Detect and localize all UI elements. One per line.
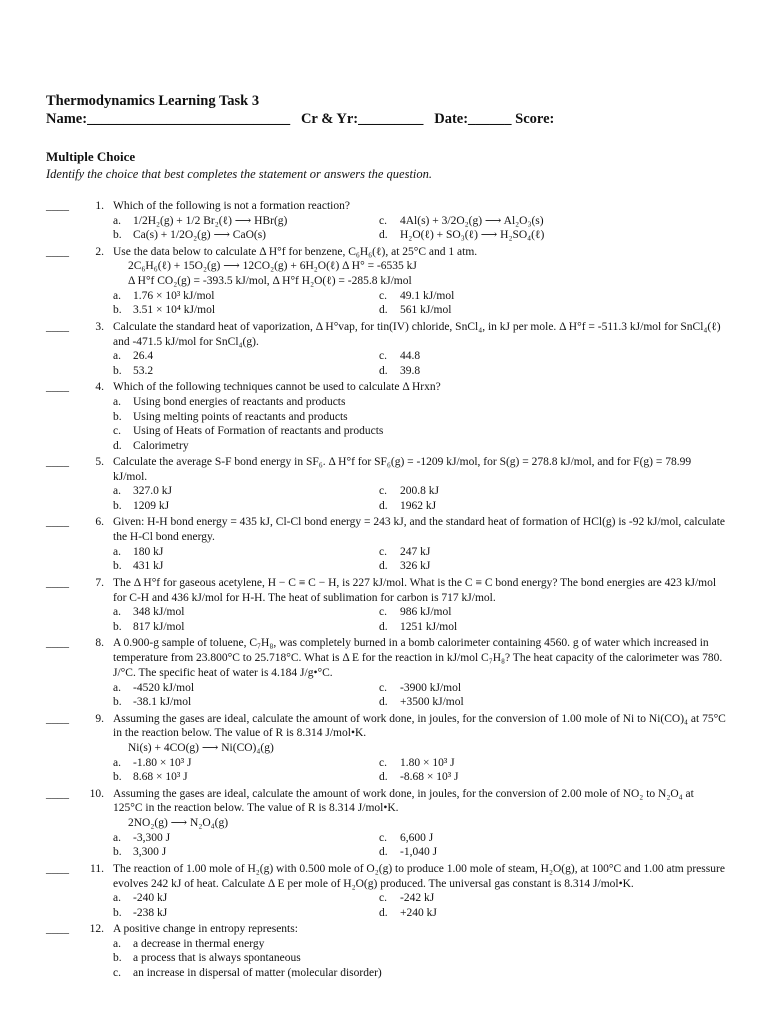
question-stem: Which of the following techniques cannot be used to calculate Δ Hrxn? xyxy=(113,381,441,394)
question-4 xyxy=(0,380,768,453)
answer-options xyxy=(113,937,768,981)
option-text: -8.68 × 10³ J xyxy=(400,771,459,784)
question-11 xyxy=(0,862,768,920)
option-letter: a. xyxy=(113,289,121,302)
question-number: 6. xyxy=(95,516,104,529)
question-6 xyxy=(0,515,768,573)
answer-blank: ____ xyxy=(46,200,69,212)
option-row xyxy=(113,770,768,785)
option-letter: c. xyxy=(379,681,387,694)
option-row xyxy=(113,395,768,410)
option-row xyxy=(113,891,768,906)
question-number: 8. xyxy=(95,637,104,650)
option-letter: d. xyxy=(379,906,388,919)
answer-blank: ____ xyxy=(46,862,69,875)
option-letter: c. xyxy=(379,892,387,905)
question-equation: Δ H°f CO₂(g) = -393.5 kJ/mol, Δ H°f H₂O(ℓ) = -285.8 kJ/mol xyxy=(128,275,412,288)
option-text: 180 kJ xyxy=(133,545,164,558)
question-number: 5. xyxy=(95,456,104,469)
option-text: 4Al(s) + 3/2O₂(g) ⟶ Al₂O₃(s) xyxy=(400,214,544,227)
option-letter: c. xyxy=(113,425,121,438)
option-row xyxy=(113,289,768,304)
question-number: 2. xyxy=(95,245,104,258)
question-list xyxy=(0,199,768,982)
question-stem: A 0.900-g sample of toluene, C₇H₈, was completely burned in a bomb calorimeter containing 4560. g of water which increased in temperature from 23.800°C to 25.718°C. What is Δ E for the reaction in kJ/mol C₇H₈? The heat capacity of the calorimeter was 780. J/°C. The specific heat of water is 4.184 J/g•°C. xyxy=(113,637,723,679)
option-row xyxy=(113,228,768,243)
option-row xyxy=(113,845,768,860)
option-letter: b. xyxy=(113,906,122,919)
question-7 xyxy=(0,576,768,634)
question-stem: Which of the following is not a formation reaction? xyxy=(113,200,350,212)
option-letter: d. xyxy=(379,771,388,784)
option-letter: d. xyxy=(113,439,122,452)
answer-options xyxy=(113,349,768,378)
option-text: 44.8 xyxy=(400,350,421,363)
question-number: 7. xyxy=(95,576,104,589)
option-letter: a. xyxy=(113,892,121,905)
option-row xyxy=(113,410,768,425)
student-info-line: Name:____________________________ Cr & Yr:_________ Date:______ Score: xyxy=(46,111,555,127)
answer-blank: ____ xyxy=(46,456,69,469)
option-text: +240 kJ xyxy=(400,906,437,919)
option-text: a decrease in thermal energy xyxy=(133,937,265,950)
answer-blank: ____ xyxy=(46,787,69,800)
question-number: 9. xyxy=(95,712,104,725)
option-row xyxy=(113,484,768,499)
option-text: 1251 kJ/mol xyxy=(400,620,458,633)
answer-options xyxy=(113,681,768,710)
answer-blank: ____ xyxy=(46,245,69,258)
option-text: -238 kJ xyxy=(133,906,168,919)
option-text: a process that is always spontaneous xyxy=(133,952,301,965)
answer-options xyxy=(113,831,768,860)
answer-options xyxy=(113,214,768,243)
option-text: -1.80 × 10³ J xyxy=(133,756,192,769)
question-stem: The reaction of 1.00 mole of H₂(g) with 0.500 mole of O₂(g) to produce 1.00 mole of steam, H₂O(g), at 100°C and 1.00 atm pressure evolves 242 kJ of heat. Calculate Δ E per mole of H₂O(g) produced. The universal gas constant is 8.314 J/mol•K. xyxy=(113,862,725,890)
option-text: 561 kJ/mol xyxy=(400,304,452,317)
question-number: 3. xyxy=(95,320,104,333)
option-letter: b. xyxy=(113,771,122,784)
option-letter: c. xyxy=(379,214,387,227)
option-text: -3,300 J xyxy=(133,831,171,844)
option-letter: a. xyxy=(113,831,121,844)
option-text: 200.8 kJ xyxy=(400,485,439,498)
option-letter: b. xyxy=(113,696,122,708)
option-text: 327.0 kJ xyxy=(133,485,172,498)
option-letter: b. xyxy=(113,952,122,965)
question-stem: Given: H-H bond energy = 435 kJ, Cl-Cl bond energy = 243 kJ, and the standard heat of formation of HCl(g) is -92 kJ/mol, calculate the H-Cl bond energy. xyxy=(113,516,726,544)
option-text: 326 kJ xyxy=(400,560,431,573)
question-1 xyxy=(0,199,768,243)
option-text: -3900 kJ/mol xyxy=(400,681,462,694)
question-number: 4. xyxy=(95,381,104,394)
option-row xyxy=(113,951,768,966)
option-text: Using bond energies of reactants and products xyxy=(133,396,346,409)
option-letter: a. xyxy=(113,937,121,950)
question-2 xyxy=(0,245,768,318)
question-stem: Assuming the gases are ideal, calculate the amount of work done, in joules, for the conversion of 1.00 mole of Ni to Ni(CO)₄ at 75°C in the reaction below. The value of R is 8.314 J/mol•K. xyxy=(113,712,726,740)
option-row xyxy=(113,214,768,229)
option-text: Calorimetry xyxy=(133,439,189,452)
option-letter: a. xyxy=(113,350,121,363)
option-text: 1962 kJ xyxy=(400,499,437,512)
option-row xyxy=(113,303,768,318)
answer-blank: ____ xyxy=(46,712,69,725)
answer-blank: ____ xyxy=(46,576,69,589)
option-letter: b. xyxy=(113,846,122,859)
answer-blank: ____ xyxy=(46,381,69,394)
option-letter: d. xyxy=(379,364,388,377)
option-letter: d. xyxy=(379,846,388,859)
option-text: an increase in dispersal of matter (molecular disorder) xyxy=(133,966,382,979)
option-text: 3.51 × 10⁴ kJ/mol xyxy=(133,304,216,317)
option-letter: d. xyxy=(379,560,388,573)
option-letter: c. xyxy=(379,485,387,498)
question-3 xyxy=(0,320,768,378)
answer-options xyxy=(113,545,768,574)
answer-blank: ____ xyxy=(46,516,69,529)
option-row xyxy=(113,966,768,981)
section-heading: Multiple Choice xyxy=(46,149,136,164)
option-text: 1/2H₂(g) + 1/2 Br₂(ℓ) ⟶ HBr(g) xyxy=(133,214,288,227)
question-stem: Calculate the average S-F bond energy in SF₆. Δ H°f for SF₆(g) = -1209 kJ/mol, for S(g) = 278.8 kJ/mol, and for F(g) = 78.99 kJ/mol. xyxy=(113,456,692,483)
option-row xyxy=(113,937,768,952)
question-8 xyxy=(0,636,768,709)
option-letter: d. xyxy=(379,620,388,633)
option-text: Using of Heats of Formation of reactants and products xyxy=(133,425,384,438)
option-letter: a. xyxy=(113,545,121,558)
option-text: 1.76 × 10³ kJ/mol xyxy=(133,289,215,302)
option-letter: d. xyxy=(379,499,388,512)
option-letter: c. xyxy=(379,831,387,844)
option-text: -38.1 kJ/mol xyxy=(133,696,192,708)
option-text: 53.2 xyxy=(133,364,154,377)
option-text: 8.68 × 10³ J xyxy=(133,771,188,784)
option-text: 6,600 J xyxy=(400,831,434,844)
option-text: -4520 kJ/mol xyxy=(133,681,195,694)
option-letter: b. xyxy=(113,229,122,242)
question-number: 10. xyxy=(89,787,104,800)
option-letter: b. xyxy=(113,620,122,633)
option-text: +3500 kJ/mol xyxy=(400,696,464,708)
option-letter: d. xyxy=(379,229,388,242)
question-5 xyxy=(0,455,768,513)
option-row xyxy=(113,424,768,439)
question-stem: Assuming the gases are ideal, calculate the amount of work done, in joules, for the conversion of 2.00 mole of NO₂ to N₂O₄ at 125°C in the reaction below. The value of R is 8.314 J/mol•K. xyxy=(113,787,694,815)
option-text: 49.1 kJ/mol xyxy=(400,289,455,302)
option-letter: d. xyxy=(379,304,388,317)
option-text: 3,300 J xyxy=(133,846,167,859)
option-letter: b. xyxy=(113,304,122,317)
option-row xyxy=(113,545,768,560)
option-text: 1209 kJ xyxy=(133,499,170,512)
option-row xyxy=(113,364,768,379)
option-row xyxy=(113,349,768,364)
option-row xyxy=(113,439,768,454)
option-letter: a. xyxy=(113,606,121,619)
option-letter: a. xyxy=(113,214,121,227)
question-number: 11. xyxy=(90,862,104,875)
option-text: 348 kJ/mol xyxy=(133,606,185,619)
section-instructions: Identify the choice that best completes the statement or answers the question. xyxy=(46,167,433,181)
option-text: Ca(s) + 1/2O₂(g) ⟶ CaO(s) xyxy=(133,229,267,242)
answer-options xyxy=(113,756,768,785)
option-letter: c. xyxy=(379,289,387,302)
option-row xyxy=(113,831,768,846)
answer-options xyxy=(113,484,768,513)
answer-blank: ____ xyxy=(46,637,69,650)
question-equation: 2NO₂(g) ⟶ N₂O₄(g) xyxy=(128,817,229,830)
question-stem: The Δ H°f for gaseous acetylene, H − C ≡ C − H, is 227 kJ/mol. What is the C ≡ C bond energy? The bond energies are 423 kJ/mol for C-H and 436 kJ/mol for H-H. The heat of sublimation for carbon is 717 kJ/mol. xyxy=(113,576,717,604)
option-text: 247 kJ xyxy=(400,545,431,558)
option-letter: b. xyxy=(113,560,122,573)
option-text: Using melting points of reactants and products xyxy=(133,410,348,423)
answer-blank: ____ xyxy=(46,320,69,333)
option-text: -1,040 J xyxy=(400,846,438,859)
option-letter: c. xyxy=(379,350,387,363)
question-9 xyxy=(0,712,768,785)
option-row xyxy=(113,906,768,921)
option-text: 817 kJ/mol xyxy=(133,620,185,633)
option-text: 431 kJ xyxy=(133,560,164,573)
option-letter: c. xyxy=(379,756,387,769)
option-row xyxy=(113,681,768,696)
option-letter: b. xyxy=(113,499,122,512)
option-row xyxy=(113,620,768,635)
option-letter: b. xyxy=(113,364,122,377)
option-text: 986 kJ/mol xyxy=(400,606,452,619)
question-12 xyxy=(0,922,768,980)
option-letter: c. xyxy=(379,606,387,619)
option-text: 39.8 xyxy=(400,364,421,377)
answer-options xyxy=(113,605,768,634)
option-letter: a. xyxy=(113,681,121,694)
option-row xyxy=(113,559,768,574)
question-stem: Use the data below to calculate Δ H°f for benzene, C₆H₆(ℓ), at 25°C and 1 atm. xyxy=(113,245,478,258)
option-letter: d. xyxy=(379,696,388,708)
option-text: -242 kJ xyxy=(400,892,435,905)
answer-options xyxy=(113,395,768,453)
option-row xyxy=(113,605,768,620)
option-text: -240 kJ xyxy=(133,892,168,905)
option-letter: a. xyxy=(113,485,121,498)
option-letter: b. xyxy=(113,410,122,423)
question-stem: Calculate the standard heat of vaporization, Δ H°vap, for tin(IV) chloride, SnCl₄, in kJ per mole. Δ H°f = -511.3 kJ/mol for SnCl₄(ℓ) and -471.5 kJ/mol for SnCl₄(g). xyxy=(113,320,721,348)
answer-options xyxy=(113,891,768,920)
option-letter: c. xyxy=(379,545,387,558)
option-letter: a. xyxy=(113,756,121,769)
document-title: Thermodynamics Learning Task 3 xyxy=(46,93,260,109)
question-stem: A positive change in entropy represents: xyxy=(113,923,298,936)
question-equation: Ni(s) + 4CO(g) ⟶ Ni(CO)₄(g) xyxy=(128,741,274,754)
question-10 xyxy=(0,787,768,860)
option-text: 26.4 xyxy=(133,350,154,363)
question-number: 1. xyxy=(95,200,104,212)
option-row xyxy=(113,756,768,771)
question-number: 12. xyxy=(89,923,104,936)
option-row xyxy=(113,499,768,514)
answer-blank: ____ xyxy=(46,923,69,936)
option-letter: c. xyxy=(113,966,121,979)
option-text: H₂O(ℓ) + SO₃(ℓ) ⟶ H₂SO₄(ℓ) xyxy=(400,229,545,242)
option-text: 1.80 × 10³ J xyxy=(400,756,455,769)
option-letter: a. xyxy=(113,396,121,409)
question-equation: 2C₆H₆(ℓ) + 15O₂(g) ⟶ 12CO₂(g) + 6H₂O(ℓ) Δ H° = -6535 kJ xyxy=(128,260,417,273)
answer-options xyxy=(113,289,768,318)
option-row xyxy=(113,695,768,710)
